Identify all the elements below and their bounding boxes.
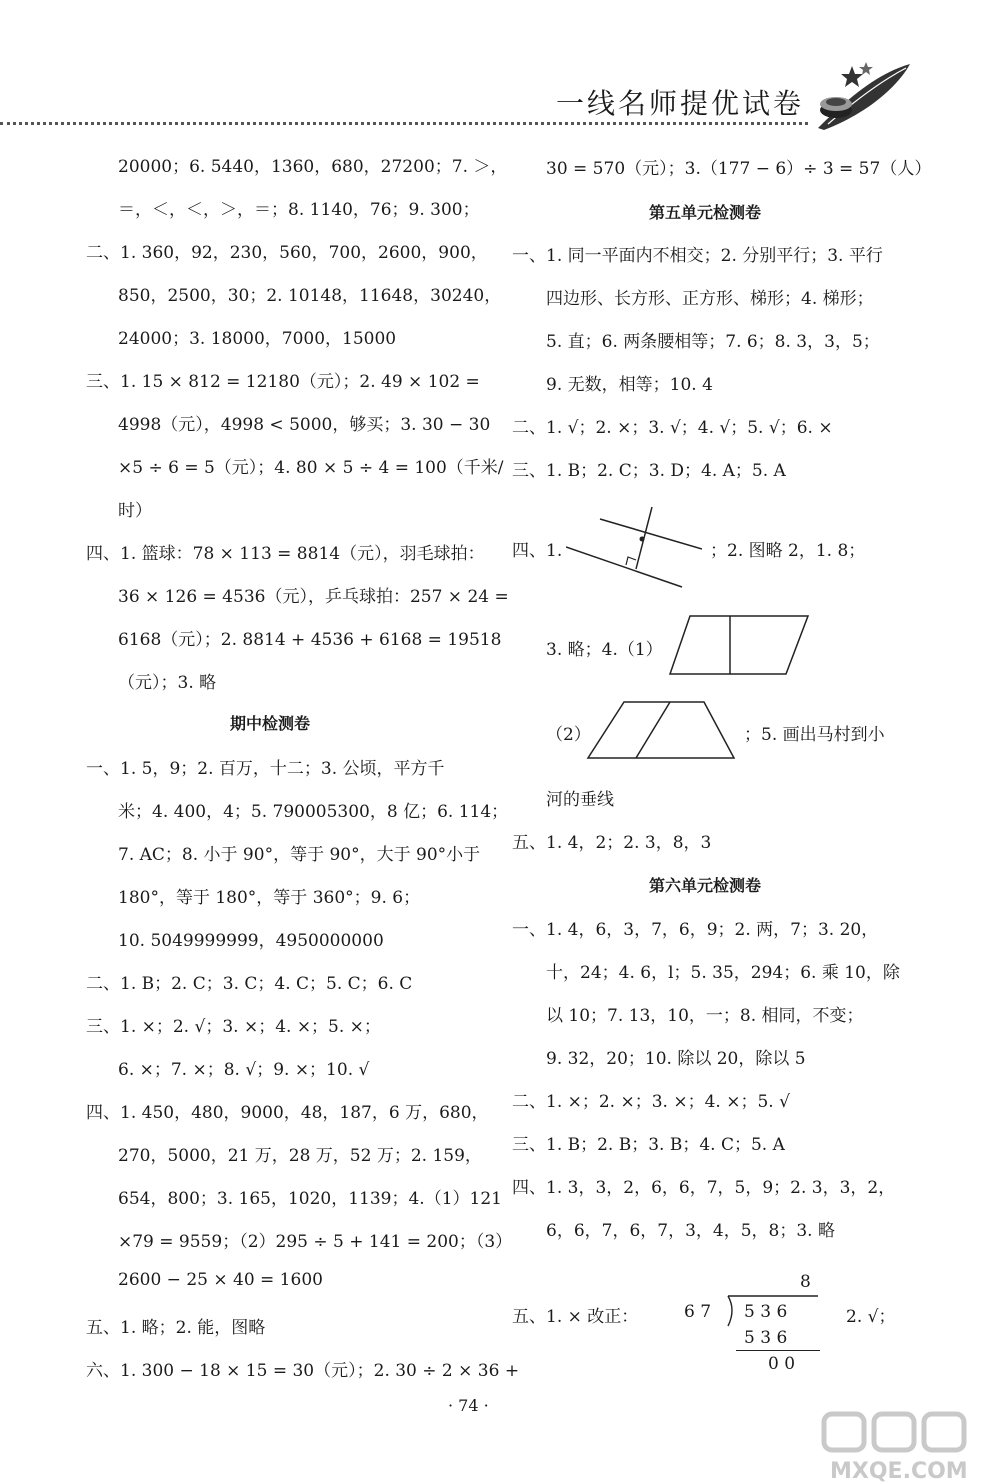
answer-line: ×79 = 9559；（2）295 ÷ 5 + 141 = 200；（3） [118,1232,513,1252]
section-title-midterm: 期中检测卷 [230,714,311,733]
answer-line: 20000；6. 5440，1360，680，27200；7. ＞， [118,157,508,177]
answer-line: 米；4. 400，4；5. 790005300，8 亿；6. 114； [118,802,509,822]
answer-line: 河的垂线 [546,790,614,810]
long-division [684,1268,834,1378]
answer-line: 二、1. √；2. ×；3. √；4. √；5. √；6. × [512,418,833,438]
answer-line: （元）；3. 略 [118,673,217,693]
answer-line: ＝，＜，＜，＞，＝；8. 1140，76；9. 300； [118,200,480,220]
division-divisor: 6 7 [684,1302,712,1322]
answer-line: 一、1. 4，6，3，7，6，9；2. 两，7；3. 20， [512,920,879,940]
answer-line: 五、1. 4，2；2. 3，8，3 [512,833,712,853]
answer-line: 时） [118,501,152,521]
answer-line: 9. 无数，相等；10. 4 [546,375,713,395]
answer-line: 以 10；7. 13，10，一；8. 相同，不变； [546,1006,864,1026]
answer-line: 一、1. 5，9；2. 百万，十二；3. 公顷，平方千 [86,759,445,779]
answer-line: 四边形、长方形、正方形、梯形；4. 梯形； [546,289,874,309]
answer-line: 6. ×；7. ×；8. √；9. ×；10. √ [118,1060,370,1080]
answer-line: （2） [546,725,591,745]
answer-line: 十，24；4. 6，l；5. 35，294；6. 乘 10，除 [546,963,900,983]
section-title-unit6: 第六单元检测卷 [649,876,762,895]
answer-line: ；2. 图略 2，1. 8； [710,541,866,561]
parallelogram-figure [668,614,810,676]
answer-line: 24000；3. 18000，7000，15000 [118,329,397,349]
answer-line: 270，5000，21 万，28 万，52 万；2. 159， [118,1146,482,1166]
division-remainder: 0 0 [768,1354,796,1374]
answer-line: 六、1. 300 − 18 × 15 = 30（元）；2. 30 ÷ 2 × 36 + [86,1361,520,1381]
watermark-text: MXQE.COM [830,1459,968,1484]
answer-line: 10. 5049999999，4950000000 [118,931,384,951]
answer-line: ；5. 画出马村到小 [744,725,885,745]
watermark-logo [818,1410,988,1484]
answer-line: 4998（元），4998 < 5000，够买；3. 30 − 30 [118,415,491,435]
answer-line: 6168（元）；2. 8814 + 4536 + 6168 = 19518 [118,630,502,650]
answer-line: 9. 32，20；10. 除以 20，除以 5 [546,1049,806,1069]
answer-line: 四、1. 篮球：78 × 113 = 8814（元），羽毛球拍： [86,544,485,564]
answer-line: 850，2500，30；2. 10148，11648，30240， [118,286,502,306]
answer-line: 三、1. ×；2. √；3. ×；4. ×；5. ×； [86,1017,381,1037]
division-quotient: 8 [800,1272,811,1292]
answer-line: ×5 ÷ 6 = 5（元）；4. 80 × 5 ÷ 4 = 100（千米/ [118,458,504,478]
answer-line: 五、1. × 改正： [512,1307,639,1327]
answer-line: 三、1. B；2. B；3. B；4. C；5. A [512,1135,785,1155]
series-title: 一线名师提优试卷 [556,87,805,120]
quill-ink-logo [808,58,918,138]
answer-line: 36 × 126 = 4536（元），乒乓球拍：257 × 24 = [118,587,509,607]
answer-line: 654，800；3. 165，1020，1139；4.（1）121 [118,1189,502,1209]
answer-line: 2600 − 25 × 40 = 1600 [118,1270,323,1290]
answer-line: 三、1. B；2. C；3. D；4. A；5. A [512,461,786,481]
answer-line: 2. √； [846,1307,896,1327]
answer-line: 一、1. 同一平面内不相交；2. 分别平行；3. 平行 [512,246,883,266]
answer-line: 5. 直；6. 两条腰相等；7. 6；8. 3，3，5； [546,332,880,352]
answer-line: 五、1. 略；2. 能，图略 [86,1318,266,1338]
answer-line: 三、1. 15 × 812 = 12180（元）；2. 49 × 102 = [86,372,480,392]
answer-line: 6，6，7，6，7，3，4，5，8；3. 略 [546,1221,835,1241]
perpendicular-lines-figure [566,505,702,595]
answer-line: 四、1. 450，480，9000，48，187，6 万，680， [86,1103,489,1123]
division-rule [736,1350,820,1351]
answer-line: 四、1. 3，3，2，6，6，7，5，9；2. 3，3，2， [512,1178,896,1198]
division-dividend: 5 3 6 [744,1302,788,1322]
answer-line: 二、1. B；2. C；3. C；4. C；5. C；6. C [86,974,413,994]
answer-line: 180°，等于 180°，等于 360°；9. 6； [118,888,421,908]
answer-line: 四、1. [512,541,563,561]
answer-line: 3. 略；4.（1） [546,640,663,660]
division-product: 5 3 6 [744,1328,788,1348]
answer-line: 二、1. ×；2. ×；3. ×；4. ×；5. √ [512,1092,790,1112]
answer-line: 30 = 570（元）；3.（177 − 6）÷ 3 = 57（人） [546,159,932,179]
answer-line: 7. AC；8. 小于 90°，等于 90°，大于 90°小于 [118,845,481,865]
answer-line: 二、1. 360，92，230，560，700，2600，900， [86,243,488,263]
page-number: · 74 · [448,1396,489,1415]
trapezoid-figure [586,700,736,760]
section-title-unit5: 第五单元检测卷 [649,203,762,222]
header-dotted-rule [0,122,808,125]
